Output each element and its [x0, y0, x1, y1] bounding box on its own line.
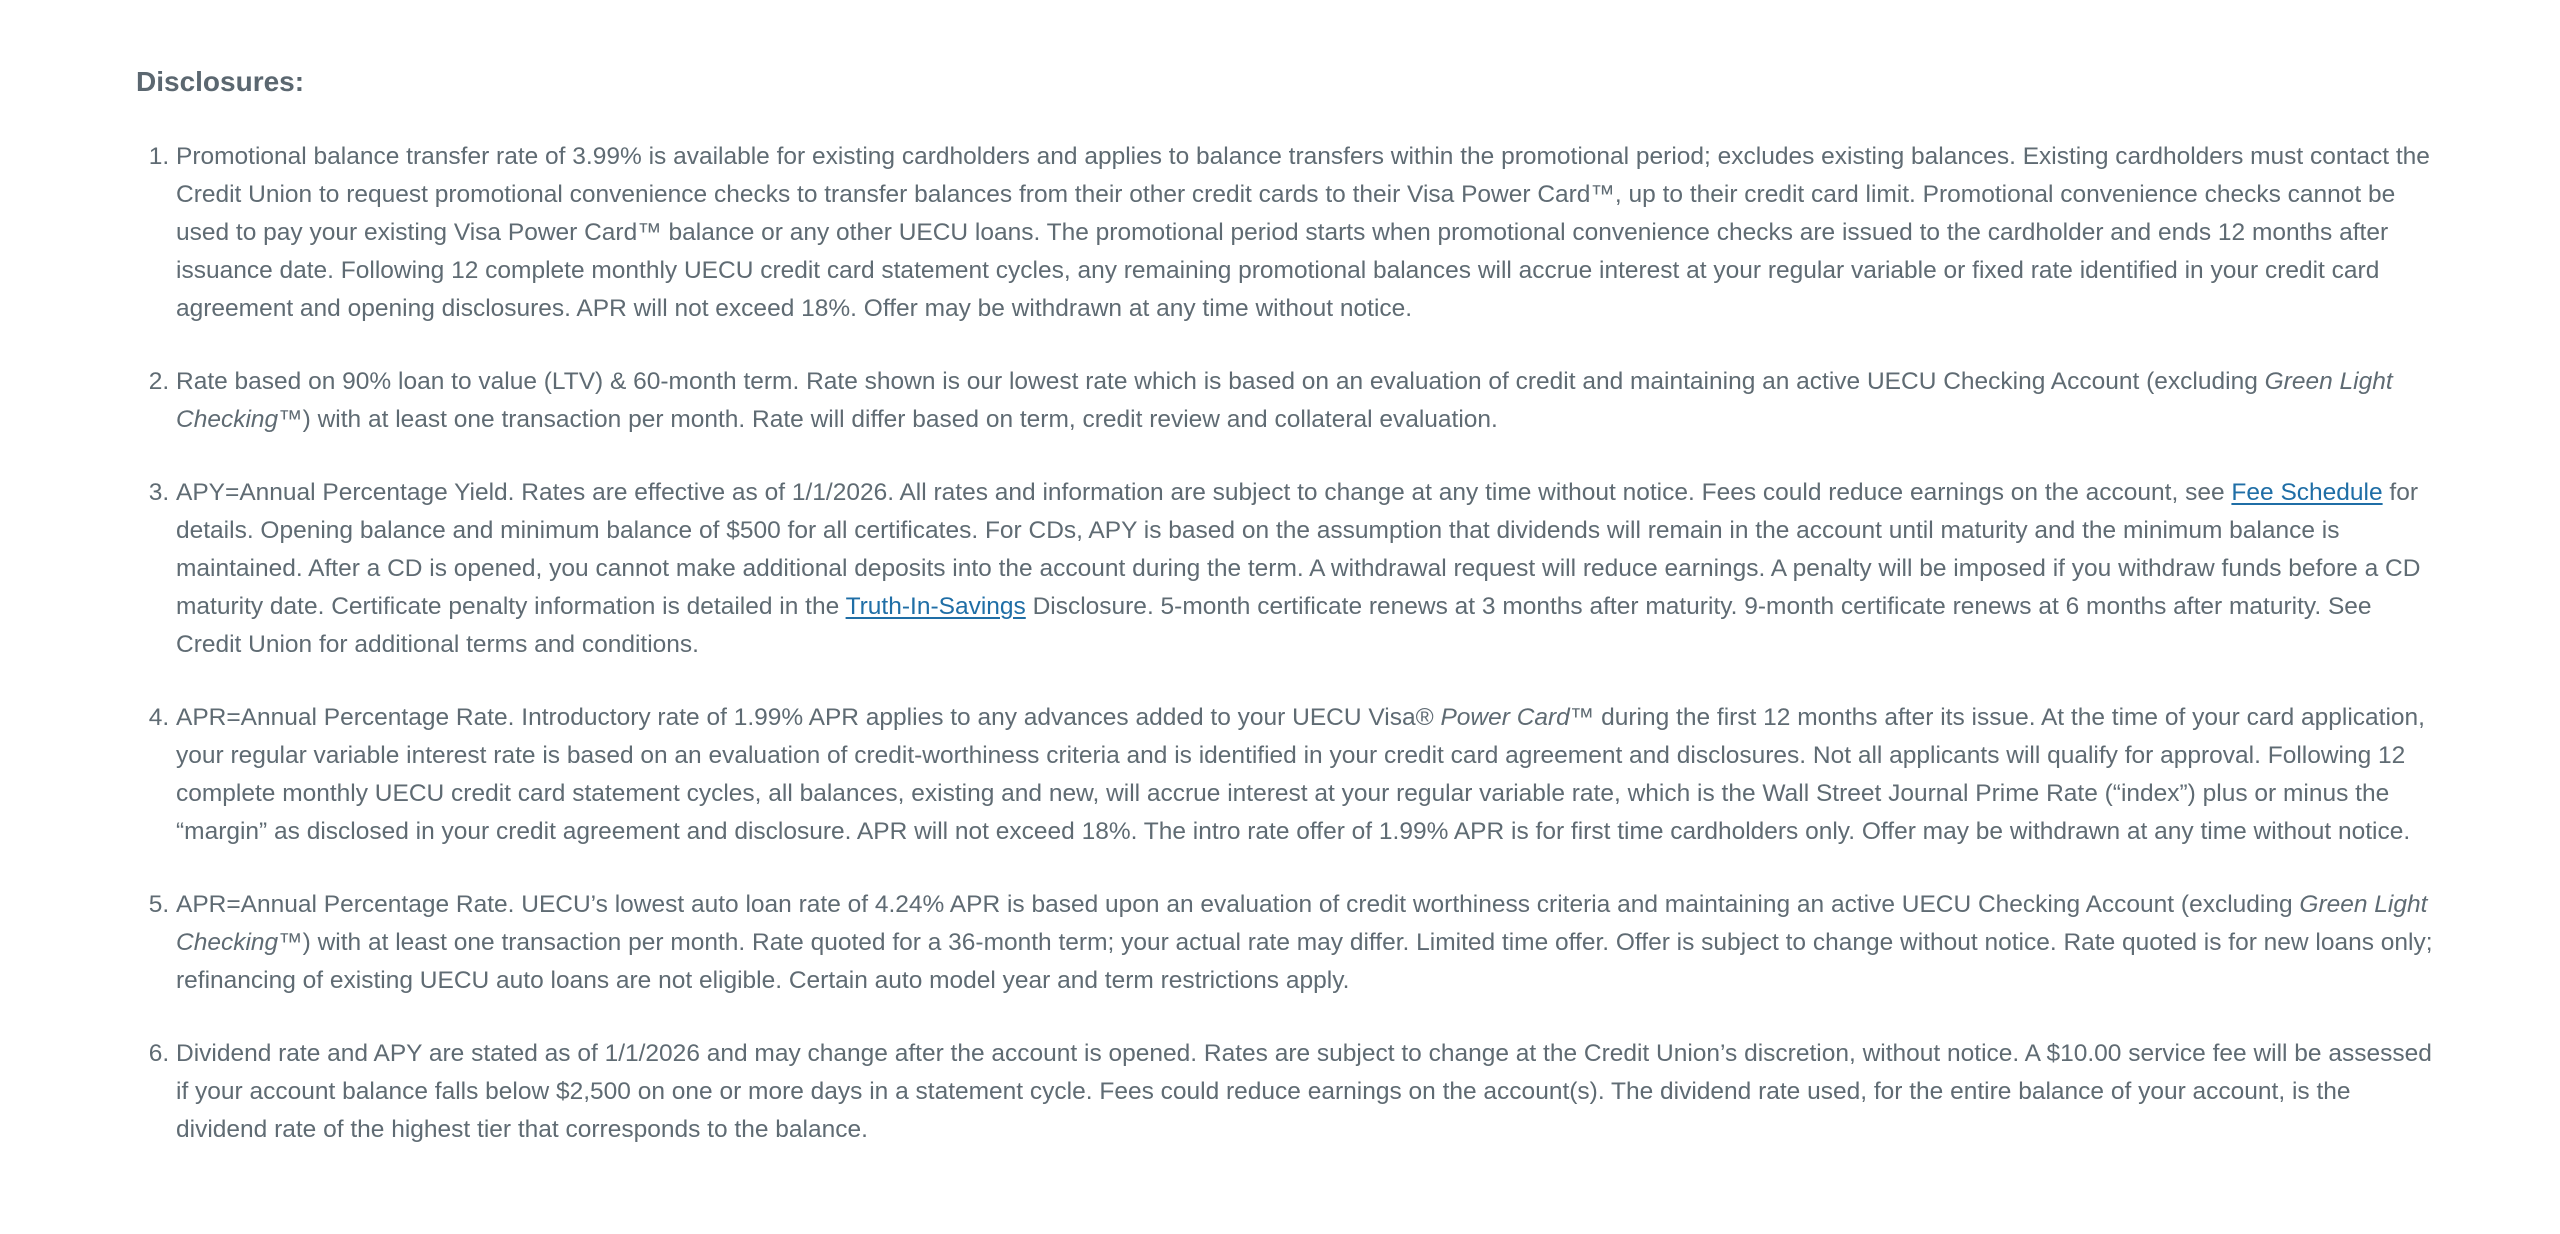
green-light-checking-product-name: Green Light Checking [176, 368, 2393, 433]
disclosure-text: Dividend rate and APY are stated as of 1/1/2026 and may change after the account is opened. Rates are subject to change at the Credit Union’s discretion, without notice. A $10.00 service fee will be assessed if your account balance falls below $2,500 on one or more days in a statement cycle. Fees could reduce earnings on the account(s). The dividend rate used, for the entire balance of your account, is the dividend rate of the highest tier that corresponds to the balance. [176, 1040, 2432, 1143]
disclosure-item-5 [176, 886, 2440, 1000]
disclosure-item-1 [176, 138, 2440, 328]
green-light-checking-product-name: Green Light Checking [176, 891, 2428, 956]
disclosure-text: Rate based on 90% loan to value (LTV) & 60-month term. Rate shown is our lowest rate which is based on an evaluation of credit and maintaining an active UECU Checking Account (excluding [176, 368, 2265, 395]
disclosure-item-2 [176, 363, 2440, 439]
disclosure-text: APY=Annual Percentage Yield. Rates are effective as of 1/1/2026. All rates and information are subject to change at any time without notice. Fees could reduce earnings on the account, see [176, 479, 2232, 506]
disclosure-text: during the first 12 months after its issue. At the time of your card application, your regular variable interest rate is based on an evaluation of credit-worthiness criteria and is identified in your credit card agreement and disclosures. Not all applicants will qualify for approval. Following 12 complete monthly UECU credit card statement cycles, all balances, existing and new, will accrue interest at your regular variable rate, which is the Wall Street Journal Prime Rate (“index”) plus or minus the “margin” as disclosed in your credit agreement and disclosure. APR will not exceed 18%. The intro rate offer of 1.99% APR is for first time cardholders only. Offer may be withdrawn at any time without notice. [176, 704, 2425, 845]
disclosure-text: APR=Annual Percentage Rate. Introductory rate of 1.99% APR applies to any advances added to your UECU Visa® [176, 704, 1441, 731]
disclosure-text: APR=Annual Percentage Rate. UECU’s lowest auto loan rate of 4.24% APR is based upon an evaluation of credit worthiness criteria and maintaining an active UECU Checking Account (excluding [176, 891, 2300, 918]
disclosures-heading: Disclosures: [136, 66, 305, 97]
power-card-product-name: Power Card™ [1440, 704, 1595, 731]
fee-schedule-link[interactable]: Fee Schedule [2231, 479, 2383, 506]
disclosure-text: for details. Opening balance and minimum balance of $500 for all certificates. For CDs, APY is based on the assumption that dividends will remain in the account until maturity and the minimum balance is maintained. After a CD is opened, you cannot make additional deposits into the account during the term. A withdrawal request will reduce earnings. A penalty will be imposed if you withdraw funds before a CD maturity date. Certificate penalty information is detailed in the [176, 479, 2421, 620]
disclosure-list [136, 138, 2440, 1149]
disclosure-text: Promotional balance transfer rate of 3.99% is available for existing cardholders and applies to balance transfers within the promotional period; excludes existing balances. Existing cardholders must contact the Credit Union to request promotional convenience checks to transfer balances from their other credit cards to their Visa Power Card™, up to their credit card limit. Promotional convenience checks cannot be used to pay your existing Visa Power Card™ balance or any other UECU loans. The promotional period starts when promotional convenience checks are issued to the cardholder and ends 12 months after issuance date. Following 12 complete monthly UECU credit card statement cycles, any remaining promotional balances will accrue interest at your regular variable or fixed rate identified in your credit card agreement and opening disclosures. APR will not exceed 18%. Offer may be withdrawn at any time without notice. [176, 143, 2430, 322]
disclosure-text: ™) with at least one transaction per month. Rate quoted for a 36-month term; your actual rate may differ. Limited time offer. Offer is subject to change without notice. Rate quoted is for new loans only; refinancing of existing UECU auto loans are not eligible. Certain auto model year and term restrictions apply. [176, 929, 2433, 994]
disclosures-section [136, 62, 2440, 1184]
disclosure-text: Disclosure. 5-month certificate renews at 3 months after maturity. 9-month certificate renews at 6 months after maturity. See Credit Union for additional terms and conditions. [176, 593, 2372, 658]
disclosure-item-4 [176, 699, 2440, 851]
disclosure-item-3 [176, 474, 2440, 664]
disclosure-item-6 [176, 1035, 2440, 1149]
truth-in-savings-link[interactable]: Truth-In-Savings [845, 593, 1026, 620]
disclosure-text: ™) with at least one transaction per month. Rate will differ based on term, credit review and collateral evaluation. [278, 406, 1498, 433]
